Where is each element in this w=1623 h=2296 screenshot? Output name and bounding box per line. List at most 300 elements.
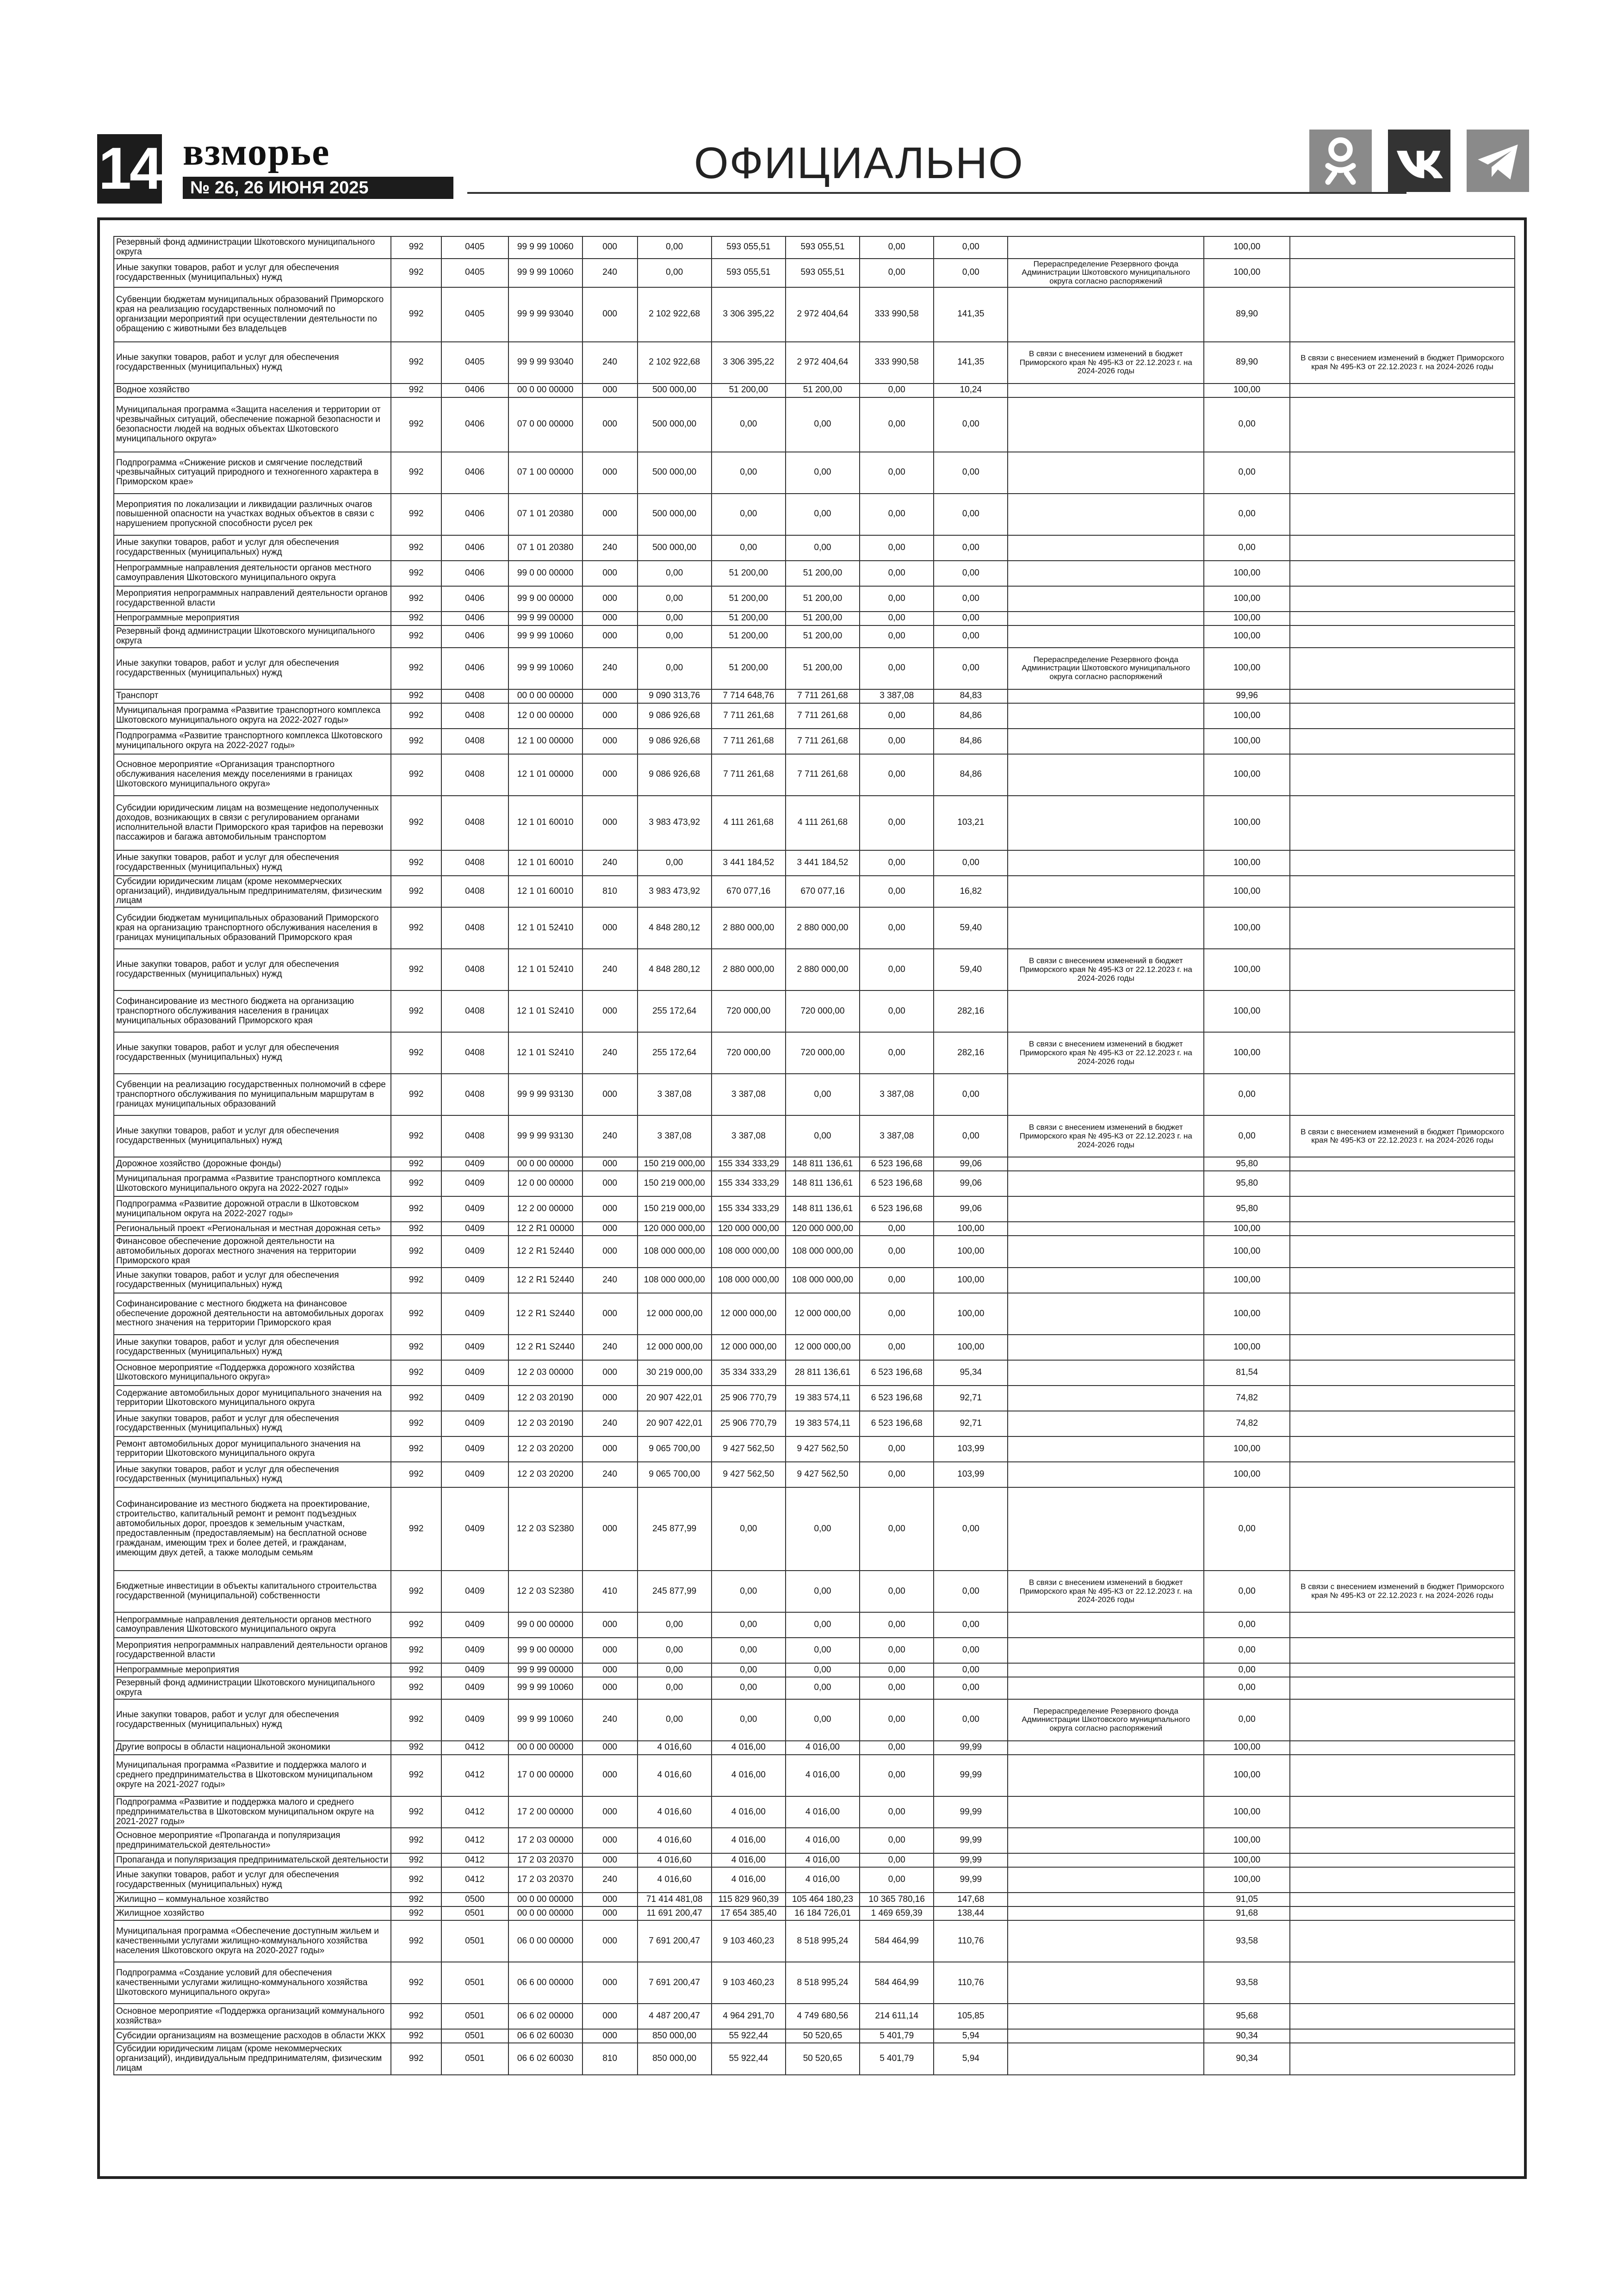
table-row (114, 907, 1515, 949)
cell-section: 0406 (441, 494, 508, 535)
cell-expense-type: 240 (582, 342, 638, 384)
cell-value-3: 4 749 680,56 (786, 2004, 860, 2029)
cell-expense-type: 000 (582, 1893, 638, 1906)
cell-value-1: 0,00 (638, 1663, 712, 1677)
cell-value-4: 0,00 (860, 236, 934, 259)
table-row (114, 1115, 1515, 1157)
cell-percent-1: 0,00 (934, 612, 1008, 625)
row-name: Дорожное хозяйство (дорожные фонды) (114, 1157, 391, 1171)
table-row (114, 1638, 1515, 1663)
cell-percent-1: 0,00 (934, 648, 1008, 689)
cell-target-article: 99 9 99 00000 (508, 612, 582, 625)
cell-note-1 (1008, 1335, 1204, 1360)
cell-note-2 (1290, 1699, 1515, 1741)
cell-note-2 (1290, 876, 1515, 908)
cell-value-2: 2 880 000,00 (712, 949, 786, 990)
cell-grbs: 992 (391, 689, 441, 703)
cell-value-2: 4 016,00 (712, 1828, 786, 1853)
cell-target-article: 12 1 01 52410 (508, 949, 582, 990)
cell-grbs: 992 (391, 259, 441, 287)
cell-value-4: 0,00 (860, 796, 934, 850)
cell-note-1 (1008, 384, 1204, 397)
table-row (114, 1487, 1515, 1571)
cell-expense-type: 000 (582, 625, 638, 648)
cell-value-3: 0,00 (786, 1663, 860, 1677)
cell-grbs: 992 (391, 1411, 441, 1436)
newspaper-logo: взморье (183, 130, 330, 173)
cell-target-article: 99 9 00 00000 (508, 1638, 582, 1663)
cell-note-2 (1290, 384, 1515, 397)
cell-note-2 (1290, 1487, 1515, 1571)
cell-percent-1: 84,86 (934, 703, 1008, 729)
cell-value-3: 0,00 (786, 1638, 860, 1663)
cell-value-1: 850 000,00 (638, 2043, 712, 2075)
cell-value-1: 500 000,00 (638, 452, 712, 494)
cell-value-1: 4 016,60 (638, 1741, 712, 1755)
cell-section: 0501 (441, 2004, 508, 2029)
cell-expense-type: 000 (582, 1796, 638, 1828)
cell-expense-type: 240 (582, 1268, 638, 1293)
cell-percent-1: 5,94 (934, 2043, 1008, 2075)
cell-note-1 (1008, 561, 1204, 586)
cell-note-2 (1290, 1755, 1515, 1796)
cell-percent-1: 0,00 (934, 397, 1008, 452)
cell-expense-type: 000 (582, 729, 638, 754)
cell-section: 0408 (441, 689, 508, 703)
cell-value-1: 2 102 922,68 (638, 342, 712, 384)
cell-value-2: 3 387,08 (712, 1115, 786, 1157)
cell-value-1: 150 219 000,00 (638, 1171, 712, 1196)
cell-expense-type: 000 (582, 990, 638, 1032)
cell-note-2 (1290, 287, 1515, 342)
cell-value-4: 0,00 (860, 397, 934, 452)
cell-value-1: 500 000,00 (638, 535, 712, 561)
cell-note-1: В связи с внесением изменений в бюджет Приморского края № 495-КЗ от 22.12.2023 г. на 2024-2026 годы (1008, 342, 1204, 384)
cell-percent-1: 0,00 (934, 452, 1008, 494)
table-row (114, 1867, 1515, 1893)
table-row (114, 1920, 1515, 1962)
cell-value-3: 4 016,00 (786, 1853, 860, 1867)
cell-note-1 (1008, 729, 1204, 754)
row-name: Подпрограмма «Развитие дорожной отрасли в Шкотовском муниципальном округа на 2022-2027 годы» (114, 1196, 391, 1222)
cell-target-article: 99 0 00 00000 (508, 561, 582, 586)
cell-expense-type: 000 (582, 452, 638, 494)
row-name: Иные закупки товаров, работ и услуг для обеспечения государственных (муниципальных) нужд (114, 1411, 391, 1436)
section-title: ОФИЦИАЛЬНО (694, 138, 1024, 188)
cell-target-article: 12 1 01 52410 (508, 907, 582, 949)
row-name: Основное мероприятие «Пропаганда и популяризация предпринимательской деятельности» (114, 1828, 391, 1853)
cell-percent-2: 100,00 (1204, 625, 1290, 648)
cell-note-1 (1008, 2029, 1204, 2043)
cell-section: 0406 (441, 586, 508, 612)
table-row (114, 287, 1515, 342)
row-name: Бюджетные инвестиции в объекты капитального строительства государственной (муниципальной) собственности (114, 1571, 391, 1612)
cell-target-article: 12 1 01 S2410 (508, 990, 582, 1032)
cell-percent-1: 100,00 (934, 1335, 1008, 1360)
cell-expense-type: 000 (582, 1222, 638, 1236)
vk-icon[interactable] (1388, 130, 1450, 192)
cell-value-4: 0,00 (860, 990, 934, 1032)
cell-value-2: 7 714 648,76 (712, 689, 786, 703)
cell-percent-1: 100,00 (934, 1293, 1008, 1335)
cell-percent-1: 59,40 (934, 949, 1008, 990)
cell-value-4: 6 523 196,68 (860, 1360, 934, 1386)
cell-note-1 (1008, 990, 1204, 1032)
cell-note-1 (1008, 1906, 1204, 1920)
cell-grbs: 992 (391, 1222, 441, 1236)
cell-grbs: 992 (391, 561, 441, 586)
cell-value-1: 108 000 000,00 (638, 1236, 712, 1268)
cell-percent-2: 95,80 (1204, 1196, 1290, 1222)
cell-percent-1: 92,71 (934, 1386, 1008, 1411)
cell-grbs: 992 (391, 1699, 441, 1741)
cell-note-1 (1008, 1663, 1204, 1677)
cell-note-1 (1008, 1157, 1204, 1171)
cell-value-4: 0,00 (860, 1222, 934, 1236)
cell-value-4: 0,00 (860, 535, 934, 561)
cell-grbs: 992 (391, 1032, 441, 1074)
cell-value-4: 3 387,08 (860, 689, 934, 703)
table-row (114, 1571, 1515, 1612)
cell-note-1 (1008, 754, 1204, 796)
cell-percent-2: 100,00 (1204, 729, 1290, 754)
cell-value-3: 105 464 180,23 (786, 1893, 860, 1906)
cell-value-2: 9 427 562,50 (712, 1462, 786, 1487)
cell-value-3: 148 811 136,61 (786, 1196, 860, 1222)
cell-percent-1: 99,99 (934, 1828, 1008, 1853)
table-row (114, 1893, 1515, 1906)
cell-note-2 (1290, 729, 1515, 754)
cell-value-1: 850 000,00 (638, 2029, 712, 2043)
cell-note-1 (1008, 850, 1204, 876)
table-row (114, 1360, 1515, 1386)
cell-value-3: 9 427 562,50 (786, 1436, 860, 1462)
cell-note-1 (1008, 287, 1204, 342)
cell-note-1 (1008, 452, 1204, 494)
cell-note-2 (1290, 259, 1515, 287)
cell-percent-2: 100,00 (1204, 1796, 1290, 1828)
cell-section: 0409 (441, 1677, 508, 1699)
cell-value-3: 148 811 136,61 (786, 1157, 860, 1171)
cell-target-article: 06 6 02 60030 (508, 2043, 582, 2075)
cell-grbs: 992 (391, 796, 441, 850)
cell-value-3: 7 711 261,68 (786, 703, 860, 729)
cell-expense-type: 000 (582, 1663, 638, 1677)
table-row (114, 236, 1515, 259)
cell-section: 0408 (441, 949, 508, 990)
cell-percent-1: 99,99 (934, 1867, 1008, 1893)
cell-expense-type: 240 (582, 850, 638, 876)
cell-grbs: 992 (391, 287, 441, 342)
cell-percent-1: 141,35 (934, 342, 1008, 384)
cell-value-3: 0,00 (786, 1699, 860, 1741)
cell-section: 0412 (441, 1853, 508, 1867)
cell-value-4: 214 611,14 (860, 2004, 934, 2029)
cell-section: 0408 (441, 1115, 508, 1157)
cell-section: 0406 (441, 535, 508, 561)
cell-value-4: 3 387,08 (860, 1074, 934, 1115)
cell-note-2 (1290, 1867, 1515, 1893)
cell-percent-1: 0,00 (934, 1663, 1008, 1677)
cell-grbs: 992 (391, 1638, 441, 1663)
cell-note-1 (1008, 1462, 1204, 1487)
cell-value-2: 4 016,00 (712, 1741, 786, 1755)
cell-note-2 (1290, 1074, 1515, 1115)
cell-value-1: 0,00 (638, 236, 712, 259)
cell-section: 0408 (441, 1032, 508, 1074)
cell-grbs: 992 (391, 1893, 441, 1906)
row-name: Непрограммные направления деятельности органов местного самоуправления Шкотовского муниципального округа (114, 561, 391, 586)
cell-percent-1: 0,00 (934, 1074, 1008, 1115)
cell-note-1 (1008, 1677, 1204, 1699)
cell-target-article: 12 1 01 00000 (508, 754, 582, 796)
cell-value-3: 0,00 (786, 494, 860, 535)
cell-percent-1: 0,00 (934, 586, 1008, 612)
cell-value-3: 3 441 184,52 (786, 850, 860, 876)
cell-note-1 (1008, 1436, 1204, 1462)
table-row (114, 561, 1515, 586)
cell-section: 0409 (441, 1236, 508, 1268)
cell-grbs: 992 (391, 990, 441, 1032)
cell-value-2: 51 200,00 (712, 625, 786, 648)
cell-note-2 (1290, 1411, 1515, 1436)
cell-grbs: 992 (391, 1663, 441, 1677)
cell-percent-2: 100,00 (1204, 1335, 1290, 1360)
cell-note-1 (1008, 1962, 1204, 2004)
cell-value-4: 6 523 196,68 (860, 1411, 934, 1436)
cell-section: 0409 (441, 1487, 508, 1571)
table-row (114, 1335, 1515, 1360)
cell-value-1: 0,00 (638, 1638, 712, 1663)
cell-target-article: 12 2 03 20200 (508, 1462, 582, 1487)
cell-section: 0409 (441, 1699, 508, 1741)
cell-value-3: 4 111 261,68 (786, 796, 860, 850)
cell-note-2 (1290, 1796, 1515, 1828)
cell-section: 0409 (441, 1196, 508, 1222)
cell-expense-type: 000 (582, 287, 638, 342)
odnoklassniki-icon[interactable] (1309, 130, 1372, 192)
cell-grbs: 992 (391, 1236, 441, 1268)
cell-value-2: 0,00 (712, 1571, 786, 1612)
cell-note-1 (1008, 876, 1204, 908)
cell-target-article: 06 0 00 00000 (508, 1920, 582, 1962)
cell-value-2: 25 906 770,79 (712, 1411, 786, 1436)
cell-note-2 (1290, 1962, 1515, 2004)
cell-section: 0501 (441, 1920, 508, 1962)
cell-note-2 (1290, 1196, 1515, 1222)
cell-value-1: 0,00 (638, 648, 712, 689)
row-name: Муниципальная программа «Защита населения и территории от чрезвычайных ситуаций, обеспечение пожарной безопасности и безопасности людей на водных объектах Шкотовского муниципального округа» (114, 397, 391, 452)
cell-percent-2: 0,00 (1204, 494, 1290, 535)
cell-value-3: 720 000,00 (786, 1032, 860, 1074)
cell-percent-2: 100,00 (1204, 384, 1290, 397)
cell-value-2: 670 077,16 (712, 876, 786, 908)
cell-percent-1: 99,06 (934, 1171, 1008, 1196)
cell-note-2 (1290, 1157, 1515, 1171)
cell-note-1 (1008, 1612, 1204, 1638)
cell-grbs: 992 (391, 1612, 441, 1638)
cell-note-2 (1290, 1360, 1515, 1386)
cell-grbs: 992 (391, 1867, 441, 1893)
cell-target-article: 00 0 00 00000 (508, 1157, 582, 1171)
cell-expense-type: 000 (582, 907, 638, 949)
cell-target-article: 12 2 00 00000 (508, 1196, 582, 1222)
cell-percent-2: 95,68 (1204, 2004, 1290, 2029)
cell-note-1 (1008, 1796, 1204, 1828)
cell-percent-1: 10,24 (934, 384, 1008, 397)
row-name: Софинансирование с местного бюджета на финансовое обеспечение дорожной деятельности на автомобильных дорогах местного значения на территории Приморского края (114, 1293, 391, 1335)
table-row (114, 452, 1515, 494)
cell-section: 0406 (441, 612, 508, 625)
table-row (114, 1741, 1515, 1755)
cell-note-2 (1290, 236, 1515, 259)
cell-expense-type: 000 (582, 1436, 638, 1462)
cell-grbs: 992 (391, 1360, 441, 1386)
row-name: Иные закупки товаров, работ и услуг для обеспечения государственных (муниципальных) нужд (114, 648, 391, 689)
cell-percent-2: 0,00 (1204, 1115, 1290, 1157)
cell-value-2: 12 000 000,00 (712, 1335, 786, 1360)
cell-section: 0409 (441, 1571, 508, 1612)
cell-percent-1: 16,82 (934, 876, 1008, 908)
cell-value-3: 0,00 (786, 1115, 860, 1157)
cell-target-article: 12 1 01 60010 (508, 796, 582, 850)
cell-percent-2: 100,00 (1204, 612, 1290, 625)
cell-value-1: 4 016,60 (638, 1796, 712, 1828)
cell-expense-type: 000 (582, 1293, 638, 1335)
table-row (114, 2043, 1515, 2075)
row-name: Непрограммные мероприятия (114, 1663, 391, 1677)
cell-value-2: 155 334 333,29 (712, 1171, 786, 1196)
cell-value-2: 0,00 (712, 1638, 786, 1663)
cell-expense-type: 000 (582, 1074, 638, 1115)
table-row (114, 1268, 1515, 1293)
cell-value-4: 5 401,79 (860, 2043, 934, 2075)
cell-section: 0408 (441, 754, 508, 796)
row-name: Иные закупки товаров, работ и услуг для обеспечения государственных (муниципальных) нужд (114, 1268, 391, 1293)
cell-expense-type: 240 (582, 1462, 638, 1487)
cell-value-1: 500 000,00 (638, 384, 712, 397)
cell-note-2 (1290, 2004, 1515, 2029)
row-name: Жилищно – коммунальное хозяйство (114, 1893, 391, 1906)
cell-percent-2: 100,00 (1204, 1222, 1290, 1236)
cell-value-4: 0,00 (860, 1612, 934, 1638)
cell-value-1: 0,00 (638, 850, 712, 876)
cell-percent-1: 95,34 (934, 1360, 1008, 1386)
cell-section: 0406 (441, 648, 508, 689)
cell-target-article: 99 9 99 93130 (508, 1115, 582, 1157)
cell-note-1 (1008, 2004, 1204, 2029)
cell-grbs: 992 (391, 949, 441, 990)
table-row (114, 648, 1515, 689)
cell-value-4: 0,00 (860, 452, 934, 494)
cell-note-2 (1290, 1638, 1515, 1663)
cell-target-article: 12 1 00 00000 (508, 729, 582, 754)
table-row (114, 625, 1515, 648)
cell-value-2: 51 200,00 (712, 384, 786, 397)
cell-value-3: 4 016,00 (786, 1796, 860, 1828)
row-name: Мероприятия по локализации и ликвидации различных очагов повышенной опасности на участках водных объектов в связи с нарушением пропускной способности русел рек (114, 494, 391, 535)
row-name: Подпрограмма «Создание условий для обеспечения качественными услугами жилищно-коммунального хозяйства Шкотовского муниципального округа» (114, 1962, 391, 2004)
cell-grbs: 992 (391, 2004, 441, 2029)
cell-percent-1: 99,06 (934, 1196, 1008, 1222)
cell-value-3: 19 383 574,11 (786, 1386, 860, 1411)
cell-target-article: 99 9 00 00000 (508, 586, 582, 612)
cell-grbs: 992 (391, 1268, 441, 1293)
cell-section: 0412 (441, 1755, 508, 1796)
cell-value-4: 0,00 (860, 1571, 934, 1612)
cell-percent-2: 93,58 (1204, 1962, 1290, 2004)
cell-percent-1: 103,99 (934, 1462, 1008, 1487)
cell-grbs: 992 (391, 850, 441, 876)
cell-value-3: 0,00 (786, 452, 860, 494)
cell-grbs: 992 (391, 1335, 441, 1360)
cell-value-1: 9 086 926,68 (638, 754, 712, 796)
cell-section: 0406 (441, 561, 508, 586)
table-row (114, 2029, 1515, 2043)
cell-value-3: 8 518 995,24 (786, 1962, 860, 2004)
cell-expense-type: 240 (582, 259, 638, 287)
cell-note-1 (1008, 1741, 1204, 1755)
cell-expense-type: 000 (582, 236, 638, 259)
cell-note-2 (1290, 1268, 1515, 1293)
row-name: Основное мероприятие «Организация транспортного обслуживания населения между поселениями в границах Шкотовского муниципального округа» (114, 754, 391, 796)
cell-value-4: 0,00 (860, 1032, 934, 1074)
cell-value-2: 155 334 333,29 (712, 1157, 786, 1171)
row-name: Софинансирование из местного бюджета на организацию транспортного обслуживания населения в границах муниципальных образований Приморского края (114, 990, 391, 1032)
cell-note-1: Перераспределение Резервного фонда Администрации Шкотовского муниципального округа согласно распоряжений (1008, 1699, 1204, 1741)
cell-section: 0409 (441, 1268, 508, 1293)
cell-section: 0408 (441, 907, 508, 949)
cell-value-1: 4 848 280,12 (638, 907, 712, 949)
table-row (114, 876, 1515, 908)
cell-value-4: 6 523 196,68 (860, 1386, 934, 1411)
cell-value-1: 2 102 922,68 (638, 287, 712, 342)
cell-expense-type: 240 (582, 1335, 638, 1360)
table-row (114, 535, 1515, 561)
cell-expense-type: 810 (582, 2043, 638, 2075)
table-row (114, 1677, 1515, 1699)
cell-percent-1: 0,00 (934, 625, 1008, 648)
budget-table-body (114, 236, 1515, 2075)
cell-section: 0409 (441, 1171, 508, 1196)
cell-value-1: 0,00 (638, 586, 712, 612)
cell-target-article: 17 2 03 20370 (508, 1867, 582, 1893)
cell-percent-2: 100,00 (1204, 1236, 1290, 1268)
cell-target-article: 12 2 03 S2380 (508, 1571, 582, 1612)
cell-grbs: 992 (391, 1741, 441, 1755)
cell-percent-2: 91,68 (1204, 1906, 1290, 1920)
cell-percent-2: 81,54 (1204, 1360, 1290, 1386)
cell-note-1 (1008, 1222, 1204, 1236)
cell-percent-1: 110,76 (934, 1920, 1008, 1962)
cell-percent-1: 99,06 (934, 1157, 1008, 1171)
row-name: Иные закупки товаров, работ и услуг для обеспечения государственных (муниципальных) нужд (114, 1867, 391, 1893)
table-row (114, 1755, 1515, 1796)
cell-section: 0409 (441, 1157, 508, 1171)
telegram-icon[interactable] (1467, 130, 1529, 192)
cell-value-3: 0,00 (786, 1571, 860, 1612)
cell-value-4: 0,00 (860, 850, 934, 876)
table-row (114, 689, 1515, 703)
cell-value-3: 51 200,00 (786, 586, 860, 612)
cell-value-1: 4 016,60 (638, 1828, 712, 1853)
cell-note-2 (1290, 949, 1515, 990)
cell-expense-type: 000 (582, 1741, 638, 1755)
cell-expense-type: 000 (582, 1612, 638, 1638)
cell-percent-1: 99,99 (934, 1741, 1008, 1755)
issue-label: № 26, 26 ИЮНЯ 2025 (183, 177, 453, 199)
cell-percent-2: 0,00 (1204, 1612, 1290, 1638)
